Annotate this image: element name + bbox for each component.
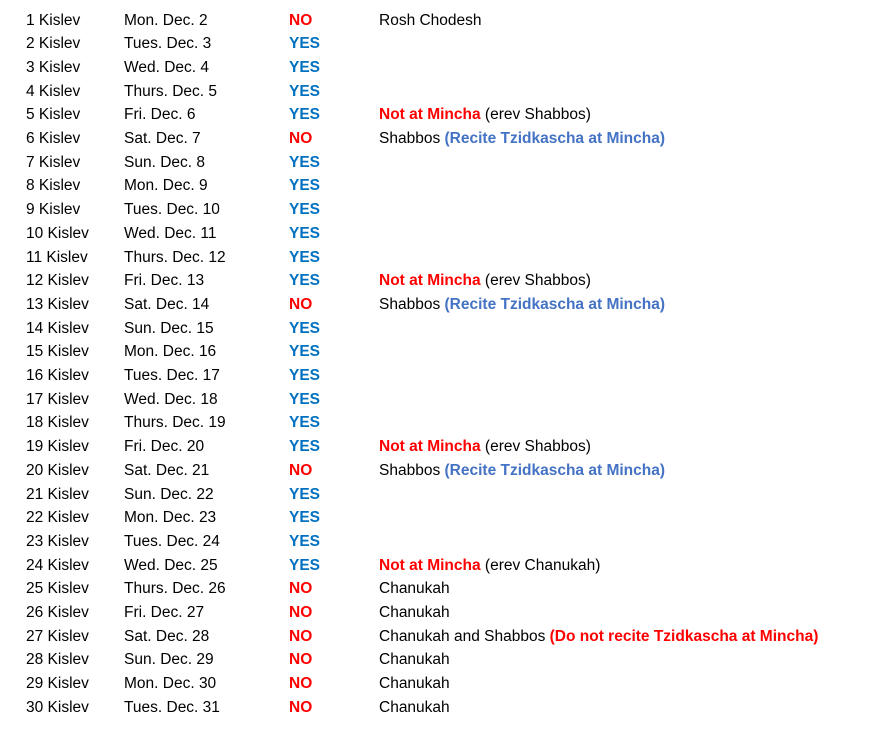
note-segment: Shabbos (379, 461, 445, 479)
table-row (0, 364, 879, 388)
tachanun-status-cell: YES (289, 177, 321, 195)
table-row (0, 648, 879, 672)
civil-date-cell: Wed. Dec. 25 (124, 556, 218, 574)
tachanun-status-cell: NO (289, 130, 313, 147)
table-row (0, 222, 879, 246)
civil-date-cell: Sat. Dec. 21 (124, 461, 210, 479)
note-cell (379, 696, 450, 720)
tachanun-status-cell: YES (289, 248, 321, 266)
table-row (0, 506, 879, 530)
note-cell (379, 269, 591, 293)
table-row (0, 56, 879, 80)
table-row (0, 317, 879, 341)
table-row (0, 127, 879, 151)
hebrew-date-cell: 10 Kislev (26, 224, 89, 242)
civil-date-cell: Mon. Dec. 23 (124, 509, 217, 527)
table-row (0, 9, 879, 33)
hebrew-date-cell: 27 Kislev (26, 627, 89, 645)
table-row (0, 483, 879, 507)
tachanun-status-cell: YES (289, 106, 321, 124)
note-cell (379, 127, 665, 151)
tachanun-status-cell: NO (289, 627, 313, 645)
civil-date-cell: Mon. Dec. 16 (124, 343, 217, 361)
note-cell (379, 625, 818, 649)
hebrew-date-cell: 25 Kislev (26, 580, 89, 598)
civil-date-cell: Mon. Dec. 9 (124, 177, 208, 195)
hebrew-date-cell: 28 Kislev (26, 651, 89, 669)
table-row (0, 103, 879, 127)
table-row (0, 246, 879, 270)
hebrew-date-cell: 6 Kislev (26, 130, 81, 147)
table-row (0, 601, 879, 625)
hebrew-date-cell: 15 Kislev (26, 343, 89, 361)
note-segment: Chanukah and Shabbos (379, 627, 550, 645)
tachanun-status-cell: YES (289, 35, 321, 53)
tachanun-status-cell: NO (289, 295, 313, 313)
note-segment: Chanukah (379, 698, 450, 716)
hebrew-date-cell: 29 Kislev (26, 675, 89, 693)
table-row (0, 577, 879, 601)
hebrew-date-cell: 21 Kislev (26, 485, 89, 503)
civil-date-cell: Sat. Dec. 14 (124, 295, 210, 313)
table-row (0, 80, 879, 104)
civil-date-cell: Wed. Dec. 4 (124, 58, 210, 76)
note-segment: Chanukah (379, 580, 450, 598)
civil-date-cell: Thurs. Dec. 26 (124, 580, 226, 598)
note-segment: Rosh Chodesh (379, 11, 482, 29)
tachanun-status-cell: YES (289, 390, 321, 408)
hebrew-date-cell: 30 Kislev (26, 698, 89, 716)
note-segment: (erev Shabbos) (480, 106, 591, 124)
table-row (0, 174, 879, 198)
note-segment: (Recite Tzidkascha at Mincha) (444, 130, 666, 147)
hebrew-date-cell: 26 Kislev (26, 604, 89, 621)
table-row (0, 340, 879, 364)
hebrew-date-cell: 12 Kislev (26, 272, 89, 290)
note-cell (379, 554, 600, 578)
note-segment: (Do not recite Tzidkascha at Mincha) (549, 627, 819, 645)
note-cell (379, 9, 482, 33)
note-segment: Not at Mincha (379, 556, 481, 574)
hebrew-date-cell: 4 Kislev (26, 82, 81, 100)
tachanun-status-cell: YES (289, 438, 321, 456)
note-segment: (Recite Tzidkascha at Mincha) (444, 461, 666, 479)
hebrew-date-cell: 3 Kislev (26, 58, 81, 76)
table-row (0, 554, 879, 578)
tachanun-status-cell: NO (289, 461, 313, 479)
note-cell (379, 293, 665, 317)
tachanun-status-cell: YES (289, 82, 321, 100)
tachanun-status-cell: YES (289, 272, 321, 290)
hebrew-date-cell: 23 Kislev (26, 532, 89, 550)
note-segment: Not at Mincha (379, 106, 481, 124)
note-cell (379, 601, 450, 625)
hebrew-date-cell: 9 Kislev (26, 201, 81, 219)
hebrew-date-cell: 24 Kislev (26, 556, 89, 574)
note-cell (379, 672, 450, 696)
tachanun-status-cell: YES (289, 556, 321, 574)
civil-date-cell: Tues. Dec. 10 (124, 201, 220, 219)
civil-date-cell: Fri. Dec. 20 (124, 438, 205, 456)
table-row (0, 388, 879, 412)
civil-date-cell: Thurs. Dec. 19 (124, 414, 226, 432)
table-row (0, 151, 879, 175)
civil-date-cell: Tues. Dec. 3 (124, 35, 212, 53)
civil-date-cell: Tues. Dec. 24 (124, 532, 220, 550)
tachanun-status-cell: NO (289, 698, 313, 716)
hebrew-date-cell: 13 Kislev (26, 295, 89, 313)
civil-date-cell: Wed. Dec. 11 (124, 224, 217, 242)
note-cell (379, 577, 450, 601)
hebrew-date-cell: 14 Kislev (26, 319, 89, 337)
civil-date-cell: Tues. Dec. 17 (124, 367, 220, 384)
tachanun-status-cell: YES (289, 58, 321, 76)
table-row (0, 672, 879, 696)
note-segment: Shabbos (379, 295, 445, 313)
table-row (0, 459, 879, 483)
hebrew-date-cell: 19 Kislev (26, 438, 89, 456)
table-row (0, 269, 879, 293)
hebrew-date-cell: 7 Kislev (26, 153, 81, 171)
hebrew-date-cell: 16 Kislev (26, 367, 89, 384)
table-row (0, 198, 879, 222)
civil-date-cell: Wed. Dec. 18 (124, 390, 218, 408)
table-row (0, 411, 879, 435)
note-cell (379, 103, 591, 127)
note-segment: Not at Mincha (379, 438, 481, 456)
note-segment: Chanukah (379, 675, 450, 693)
hebrew-date-cell: 20 Kislev (26, 461, 89, 479)
hebrew-date-cell: 2 Kislev (26, 35, 81, 53)
note-segment: (erev Shabbos) (480, 438, 591, 456)
civil-date-cell: Fri. Dec. 6 (124, 106, 196, 124)
civil-date-cell: Thurs. Dec. 5 (124, 82, 218, 100)
civil-date-cell: Tues. Dec. 31 (124, 698, 220, 716)
note-segment: (erev Shabbos) (480, 272, 591, 290)
hebrew-date-cell: 5 Kislev (26, 106, 81, 124)
note-segment: (Recite Tzidkascha at Mincha) (444, 295, 666, 313)
note-segment: Not at Mincha (379, 272, 481, 290)
civil-date-cell: Fri. Dec. 27 (124, 604, 205, 621)
tachanun-status-cell: YES (289, 414, 321, 432)
note-segment: Shabbos (379, 130, 445, 147)
tachanun-status-cell: YES (289, 153, 321, 171)
tachanun-status-cell: YES (289, 485, 321, 503)
tachanun-status-cell: YES (289, 201, 321, 219)
table-row (0, 435, 879, 459)
hebrew-date-cell: 22 Kislev (26, 509, 89, 527)
hebrew-date-cell: 17 Kislev (26, 390, 89, 408)
note-segment: (erev Chanukah) (480, 556, 601, 574)
hebrew-date-cell: 1 Kislev (26, 11, 81, 29)
note-cell (379, 459, 665, 483)
tachanun-status-cell: YES (289, 509, 321, 527)
civil-date-cell: Sun. Dec. 29 (124, 651, 214, 669)
table-row (0, 625, 879, 649)
tachanun-status-cell: YES (289, 343, 321, 361)
table-row (0, 32, 879, 56)
table-row (0, 696, 879, 720)
civil-date-cell: Sat. Dec. 7 (124, 130, 201, 147)
tachanun-status-cell: NO (289, 651, 313, 669)
tachanun-status-cell: YES (289, 532, 321, 550)
tachanun-status-cell: NO (289, 580, 313, 598)
note-segment: Chanukah (379, 604, 450, 621)
note-cell (379, 435, 591, 459)
tachanun-status-cell: NO (289, 11, 313, 29)
civil-date-cell: Mon. Dec. 30 (124, 675, 217, 693)
table-row (0, 530, 879, 554)
civil-date-cell: Mon. Dec. 2 (124, 11, 208, 29)
civil-date-cell: Sat. Dec. 28 (124, 627, 210, 645)
tachanun-status-cell: YES (289, 319, 321, 337)
tachanun-status-cell: NO (289, 675, 313, 693)
civil-date-cell: Thurs. Dec. 12 (124, 248, 226, 266)
civil-date-cell: Sun. Dec. 15 (124, 319, 214, 337)
note-cell (379, 648, 450, 672)
civil-date-cell: Sun. Dec. 8 (124, 153, 205, 171)
hebrew-date-cell: 18 Kislev (26, 414, 89, 432)
note-segment: Chanukah (379, 651, 450, 669)
table-row (0, 293, 879, 317)
hebrew-date-cell: 11 Kislev (26, 248, 88, 266)
hebrew-date-cell: 8 Kislev (26, 177, 81, 195)
civil-date-cell: Sun. Dec. 22 (124, 485, 214, 503)
tachanun-status-cell: NO (289, 604, 313, 621)
civil-date-cell: Fri. Dec. 13 (124, 272, 205, 290)
tachanun-status-cell: YES (289, 224, 321, 242)
tachanun-status-cell: YES (289, 367, 321, 384)
